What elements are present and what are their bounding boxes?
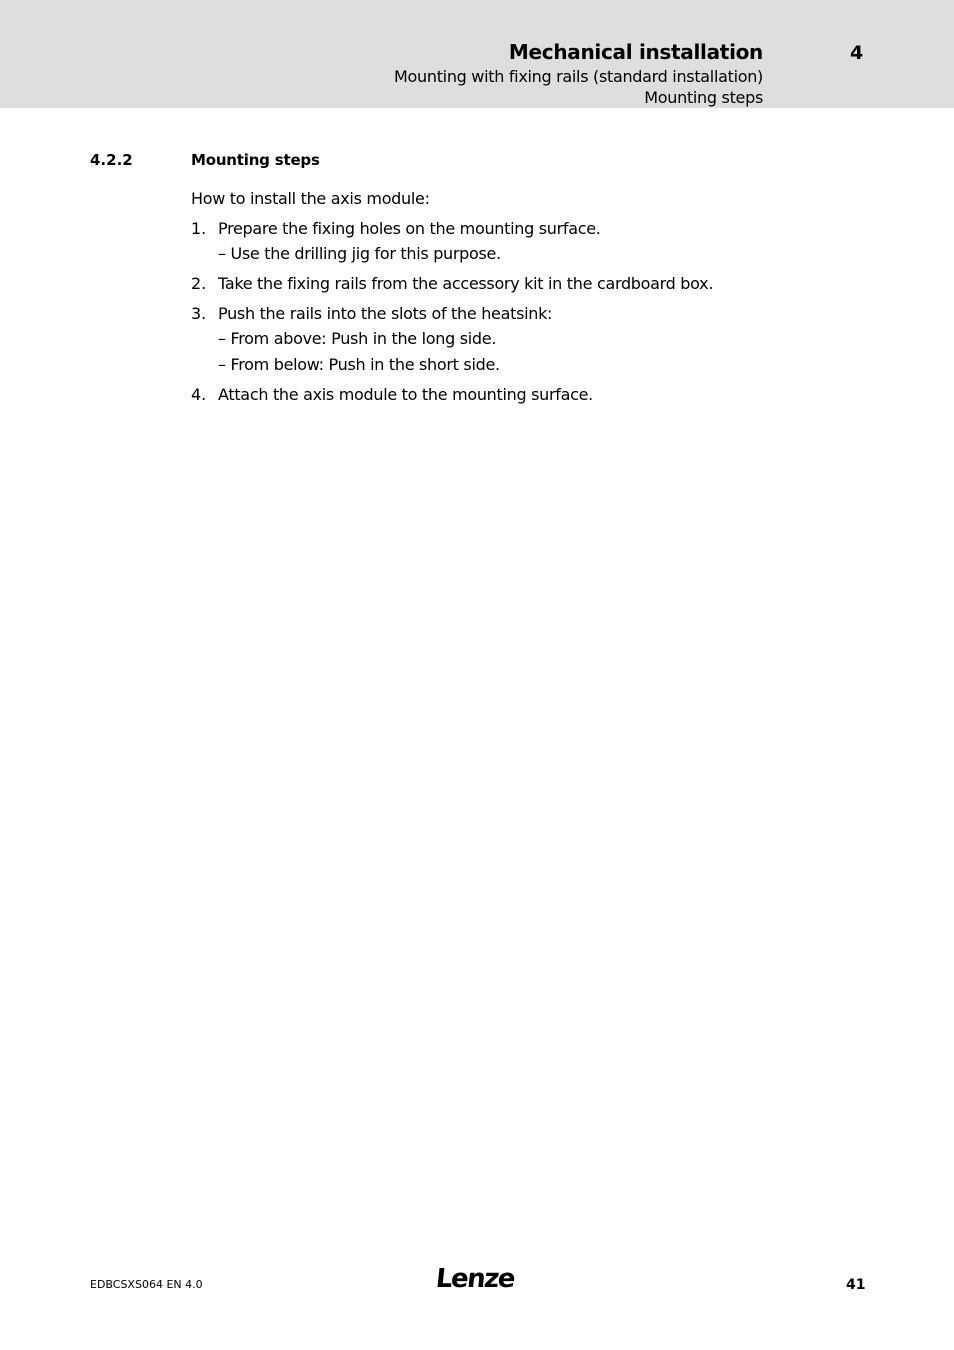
header-band [0,0,954,108]
step-subitem: – Use the drilling jig for this purpose. [218,244,501,263]
step-number: 3. [191,304,207,323]
intro-text: How to install the axis module: [191,189,430,208]
section-heading: Mounting steps [191,151,320,169]
step-number: 2. [191,274,207,293]
step-text: Take the fixing rails from the accessory kit in the cardboard box. [218,274,714,293]
chapter-title: Mechanical installation [508,40,763,64]
step-text: Attach the axis module to the mounting surface. [218,385,593,404]
step-text: Prepare the fixing holes on the mounting surface. [218,219,601,238]
subsection-subtitle: Mounting steps [644,88,763,107]
document-id: EDBCSXS064 EN 4.0 [90,1278,203,1291]
chapter-number: 4 [850,42,864,64]
section-number: 4.2.2 [90,151,133,169]
step-number: 1. [191,219,207,238]
step-subitem: – From below: Push in the short side. [218,355,500,374]
step-subitem: – From above: Push in the long side. [218,329,497,348]
lenze-logo: Lenze [434,1264,516,1294]
page-number: 41 [846,1277,866,1293]
section-subtitle: Mounting with fixing rails (standard installation) [394,67,763,86]
step-text: Push the rails into the slots of the heatsink: [218,304,553,323]
step-number: 4. [191,385,207,404]
